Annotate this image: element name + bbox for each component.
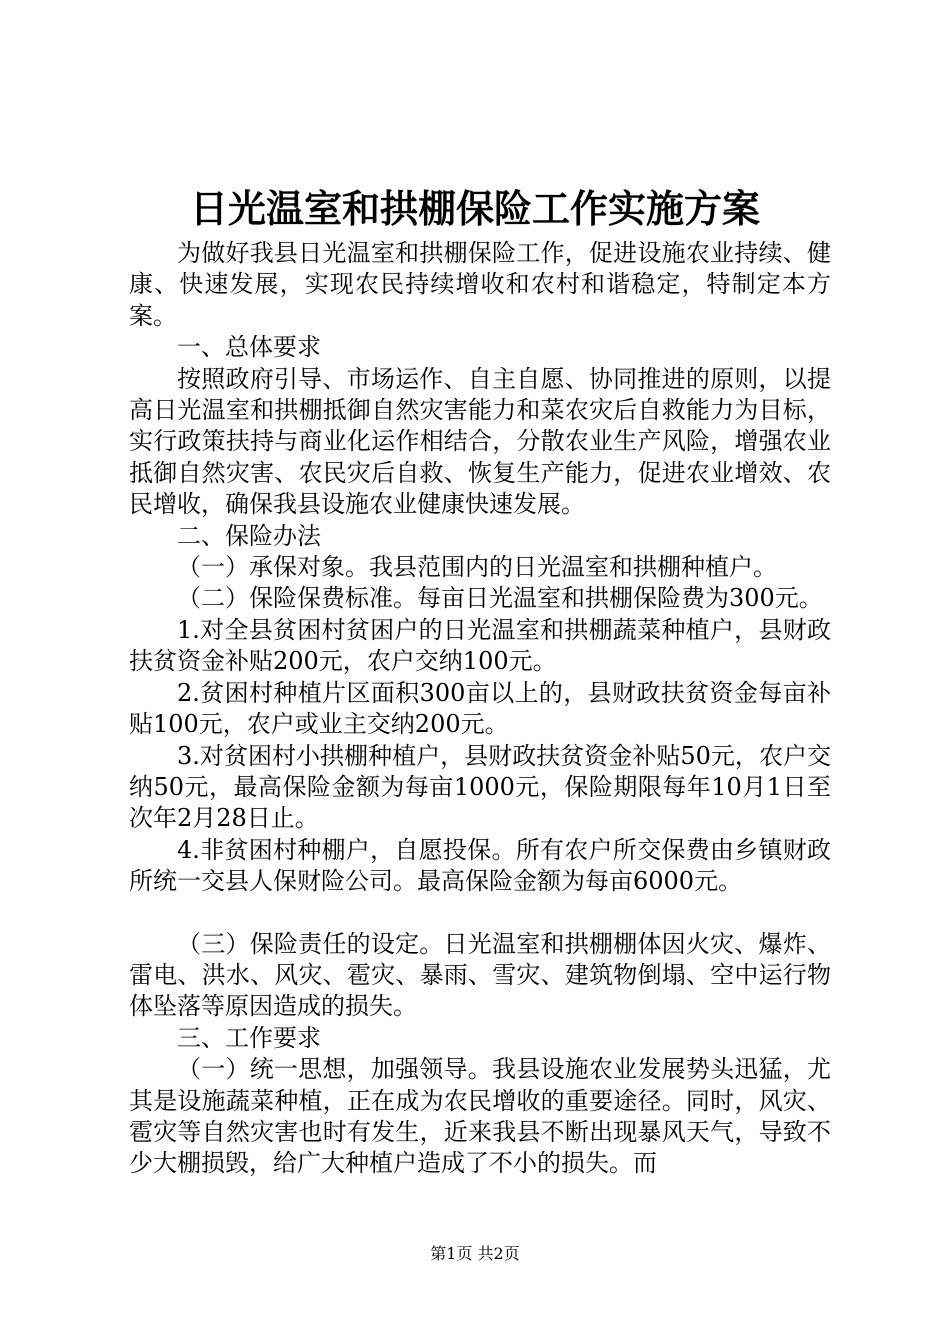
paragraph-principles: 按照政府引导、市场运作、自主自愿、协同推进的原则，以提高日光温室和拱棚抵御自然灾害能力和菜农灾后自救能力为目标，实行政策扶持与商业化运作相结合，分散农业生产风险，增强农业抵御自然灾害、农民灾后自救、恢复生产能力，促进农业增效、农民增收，确保我县设施农业健康快速发展。	[129, 364, 831, 519]
section-heading-insurance-methods: 二、保险办法	[177, 521, 321, 550]
paragraph-liability: （三）保险责任的设定。日光温室和拱棚棚体因火灾、爆炸、雷电、洪水、风灾、雹灾、暴雨、雪灾、建筑物倒塌、空中运行物体坠落等原因造成的损失。	[129, 929, 831, 1021]
paragraph-item-2: 2.贫困村种植片区面积300亩以上的，县财政扶贫资金每亩补贴100元，农户或业主交纳200元。	[129, 678, 831, 739]
paragraph-premium-standard: （二）保险保费标准。每亩日光温室和拱棚保险费为300元。	[177, 584, 823, 613]
document-title: 日光温室和拱棚保险工作实施方案	[189, 186, 760, 231]
paragraph-insured-objects: （一）承保对象。我县范围内的日光温室和拱棚种植户。	[177, 553, 777, 582]
section-heading-general-requirements: 一、总体要求	[177, 333, 321, 362]
paragraph-item-1: 1.对全县贫困村贫困户的日光温室和拱棚蔬菜种植户，县财政扶贫资金补贴200元，农户交纳100元。	[129, 615, 831, 676]
section-heading-work-requirements: 三、工作要求	[177, 1023, 321, 1052]
document-body	[129, 238, 831, 1180]
page-footer: 第1页 共2页	[430, 1244, 520, 1263]
paragraph-intro: 为做好我县日光温室和拱棚保险工作，促进设施农业持续、健康、快速发展，实现农民持续增收和农村和谐稳定，特制定本方案。	[129, 239, 831, 330]
paragraph-item-3: 3.对贫困村小拱棚种植户，县财政扶贫资金补贴50元，农户交纳50元，最高保险金额为每亩1000元，保险期限每年10月1日至次年2月28日止。	[129, 741, 831, 833]
paragraph-item-4: 4.非贫困村种棚户，自愿投保。所有农户所交保费由乡镇财政所统一交县人保财险公司。最高保险金额为每亩6000元。	[129, 835, 831, 896]
paragraph-unify-thinking: （一）统一思想，加强领导。我县设施农业发展势头迅猛，尤其是设施蔬菜种植，正在成为农民增收的重要途径。同时，风灾、雹灾等自然灾害也时有发生，近来我县不断出现暴风天气，导致不少大棚损毁，给广大种植户造成了不小的损失。而	[129, 1055, 831, 1178]
